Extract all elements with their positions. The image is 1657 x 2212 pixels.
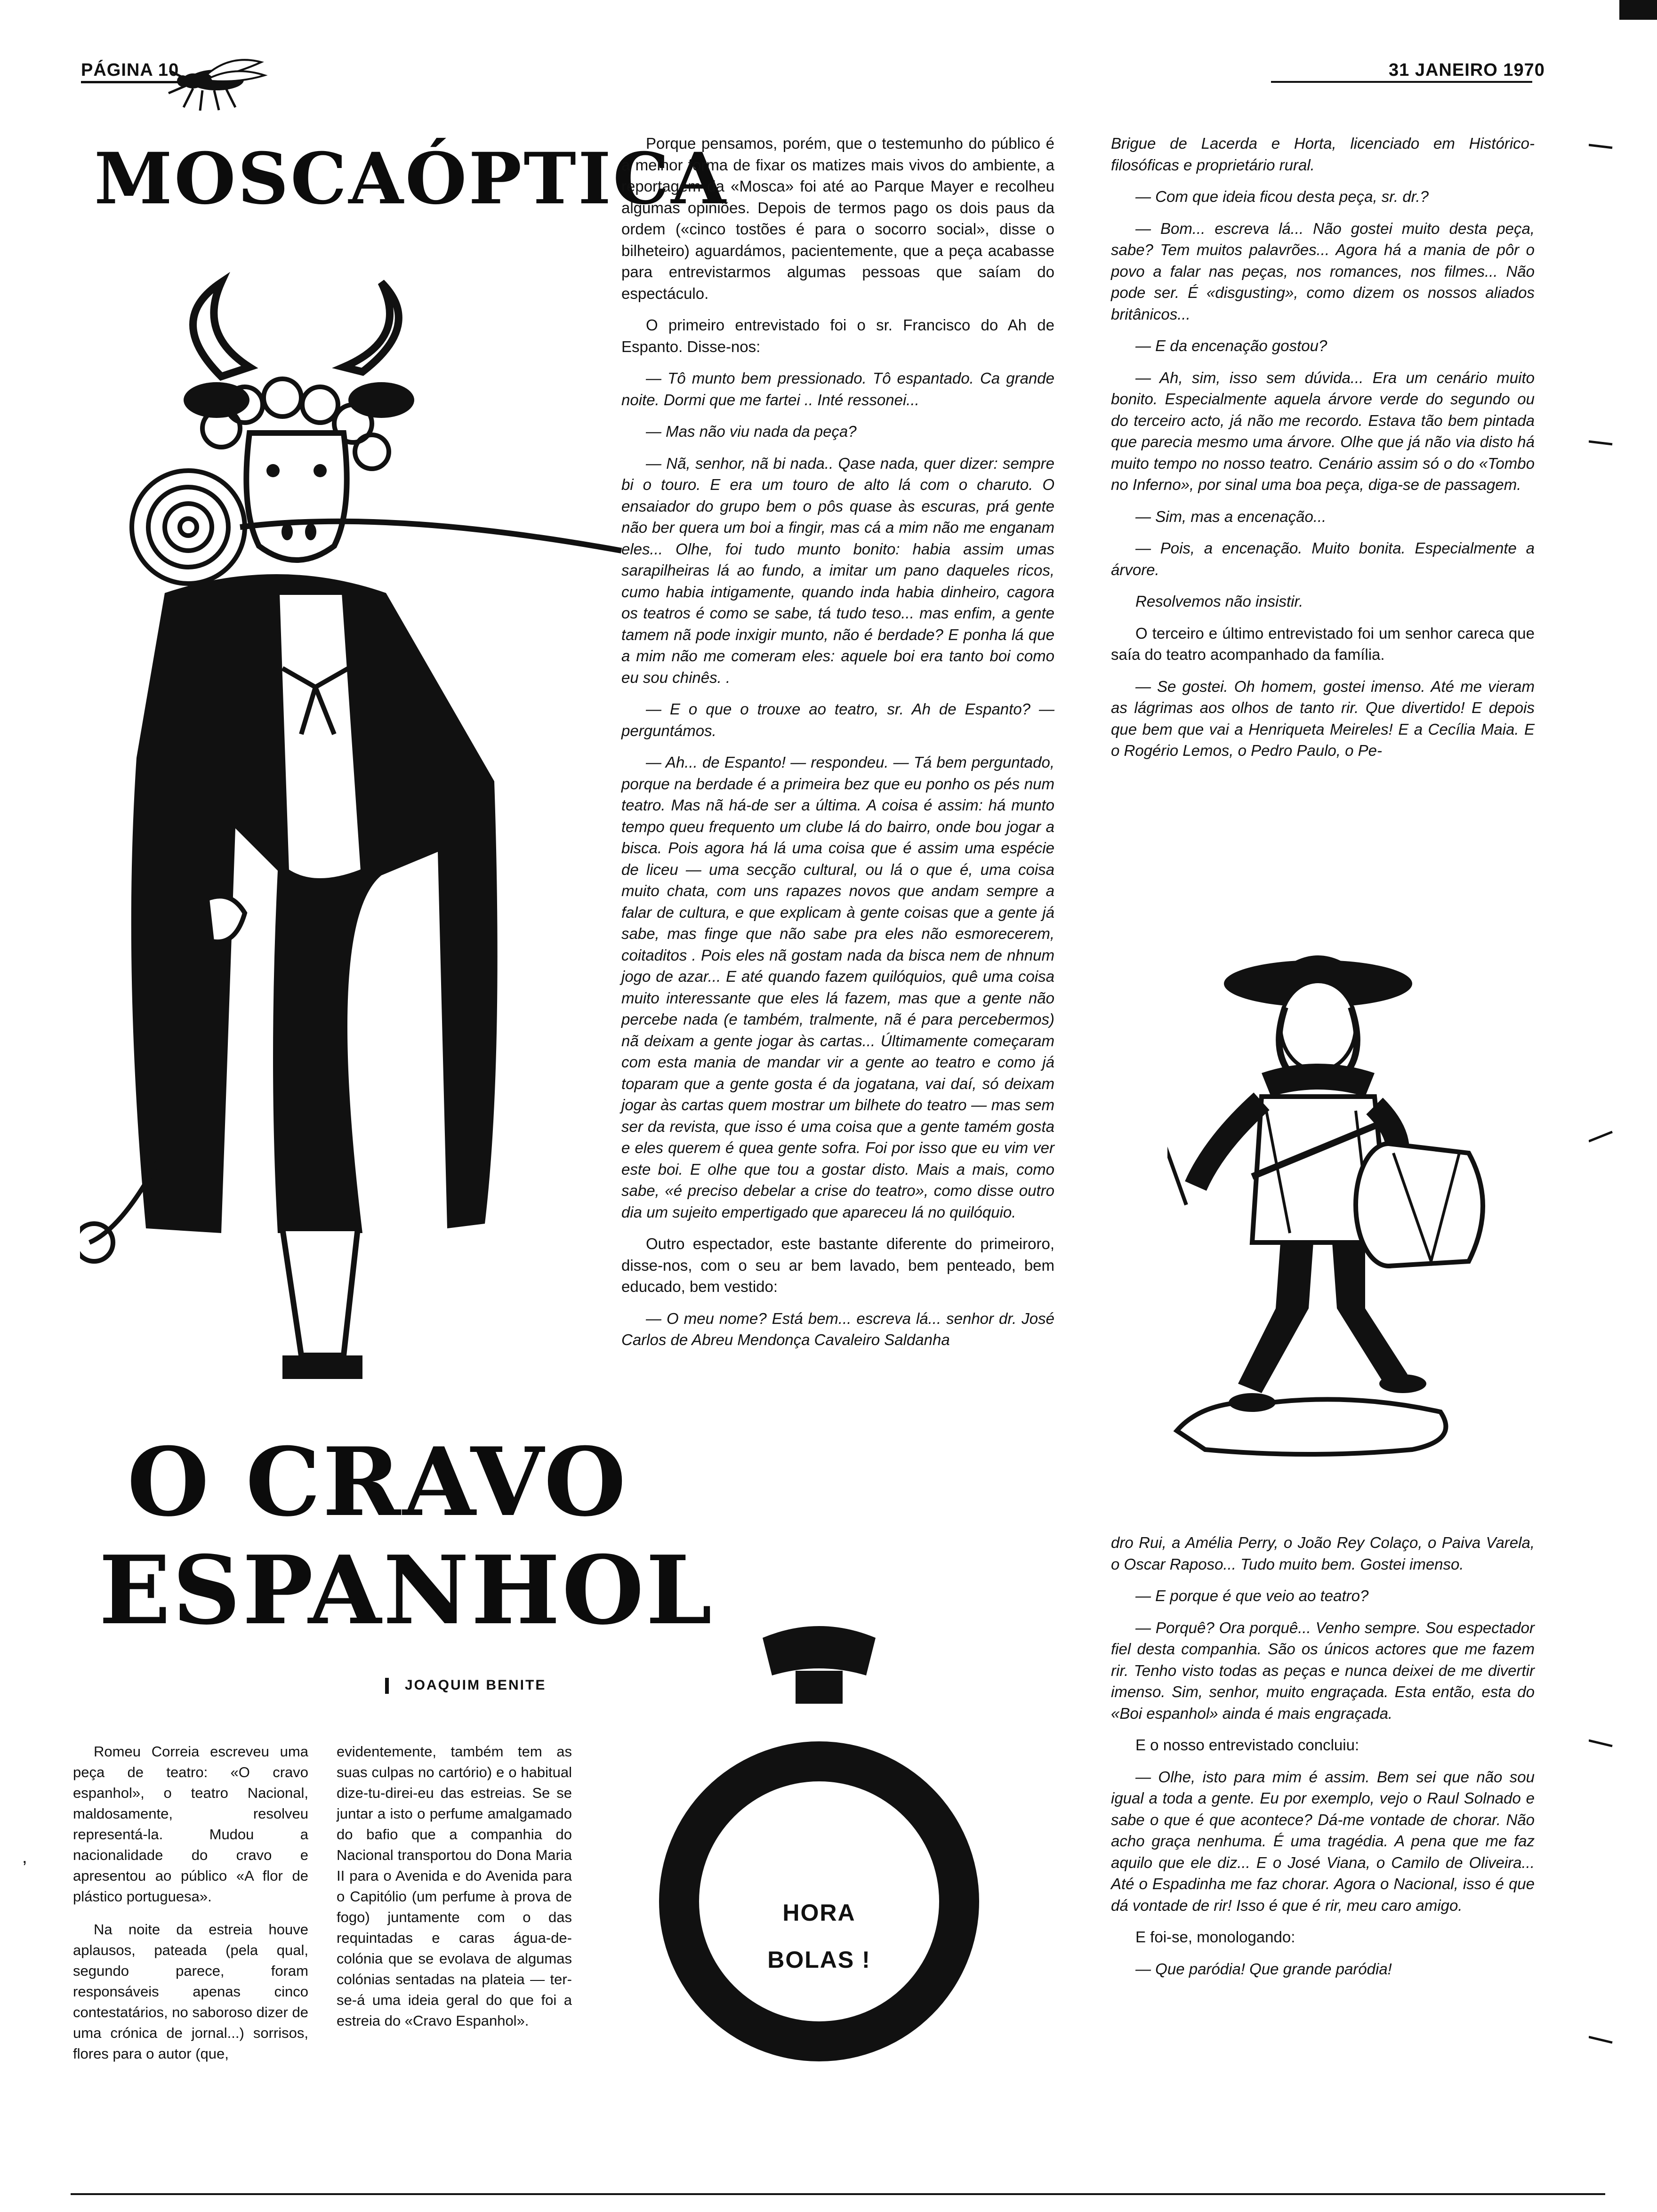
article-paragraph: Porque pensamos, porém, que o testemunho do público é a melhor forma de fixar os matizes mais vivos do ambiente, a reportagem da «Mosca» foi até ao Parque Mayer e recolheu algumas opiniões. Depois de termos pago os dois paus da ordem («cinco tostões é para o socorro social», disse o bilheteiro) aguardámos, pacientemente, que a peça acabasse para entrevistarmos algumas pessoas que saíam do espectáculo. [621, 135, 1054, 302]
interview-line: dro Rui, a Amélia Perry, o João Rey Colaço, o Paiva Varela, o Oscar Raposo... Tudo muito bem. Gostei imenso. [1111, 1534, 1535, 1573]
margin-mark [1589, 1737, 1617, 1751]
interview-line: — Bom... escreva lá... Não gostei muito desta peça, sabe? Tem muitos palavrões... Agora há a mania de pôr o povo a falar nas peças, nos romances, nos filmes... Não pode ser. É «disgusting», como dizem os nossos aliados britânicos... [1111, 219, 1535, 323]
interview-line: Resolvemos não insistir. [1135, 593, 1303, 610]
interview-line: — Mas não viu nada da peça? [646, 423, 857, 440]
interview-line: — Que paródia! Que grande paródia! [1135, 1960, 1392, 1978]
interview-line: — Porquê? Ora porquê... Venho sempre. Sou espectador fiel desta companhia. São os únicos actores que me fazem rir. Tenho visto todas as peças e nunca deixei de me divertir imenso. Sim, senhor, muito engraçada. Esta então, esta do «Boi espanhol» ainda é mais engraçada. [1111, 1619, 1535, 1722]
interview-line: — Ah, sim, isso sem dúvida... Era um cenário muito bonito. Especialmente aquela árvore verde do segundo ou do terceiro acto, já não me recordo. Estava tão bem pintada que parecia mesmo uma árvore. Olhe que já não via disto há muito tempo no nosso teatro. Cenário assim só o do «Tombo no Inferno», por sinal uma boa peça, diga-se de passagem. [1111, 369, 1535, 493]
pocket-watch-illustration [654, 1619, 984, 2090]
header-rule-left [81, 81, 236, 83]
margin-mark [1589, 2033, 1617, 2047]
interview-line: — E o que o trouxe ao teatro, sr. Ah de Espanto? — perguntámos. [621, 700, 1054, 739]
drummer-illustration [1167, 941, 1497, 1468]
margin-mark: ʼ [23, 1858, 27, 1879]
interview-line: — Nã, senhor, nã bi nada.. Qase nada, quer dizer: sempre bi o touro. E era um touro de alto lá com o charuto. O ensaiador do grupo bem o pôs quase às escuras, prá gente não ber quera um boi a fingir, mas cá a mim não me enganam eles... Olhe, foi tudo munto bonito: habia assim umas sarapilheiras lá ao fundo, a imitar um pano daqueles ricos, cumo habia intigamente, quando inda habia dinheiro, cagora os teatros é como se sabe, tá tudo teso... mas enfim, a gente tamem nã pode inxigir munto, não é berdade? E ponha lá que a mim não me comeram eles: aquele boi era tanto boi como eu sou chinês. . [621, 454, 1054, 686]
interview-line: — Se gostei. Oh homem, gostei imenso. Até me vieram as lágrimas aos olhos de tanto rir. Que divertido! E depois que bem que vai a Henriqueta Meireles! E a Cecília Maia. E o Rogério Lemos, o Pedro Paulo, o Pe- [1111, 677, 1535, 759]
article-paragraph: O primeiro entrevistado foi o sr. Francisco do Ah de Espanto. Disse-nos: [621, 316, 1054, 355]
margin-mark [1589, 438, 1617, 447]
headline-line2: ESPANHOL [99, 1535, 714, 1646]
section-title: MOSCAÓPTICA [94, 137, 728, 220]
lead-column-2 [337, 1741, 572, 2044]
headline-line1: O CRAVO [127, 1427, 628, 1538]
margin-mark [1589, 141, 1617, 151]
article-paragraph: Outro espectador, este bastante diferente do primeiroro, disse-nos, com o seu ar bem lavado, bem penteado, bem educado, bem vestido: [621, 1235, 1054, 1295]
interview-line: — O meu nome? Está bem... escreva lá... senhor dr. José Carlos de Abreu Mendonça Cavaleiro Saldanha [621, 1309, 1054, 1348]
article-paragraph: E o nosso entrevistado concluiu: [1135, 1736, 1359, 1754]
stamp-label-2: BOLAS ! [767, 1947, 871, 1973]
fly-icon [160, 52, 268, 118]
right-column-top [1111, 133, 1535, 772]
issue-date: 31 JANEIRO 1970 [1389, 60, 1545, 80]
middle-column [621, 133, 1054, 1361]
article-paragraph: E foi-se, monologando: [1135, 1928, 1295, 1946]
bull-illustration [80, 264, 645, 1384]
article-paragraph: O terceiro e último entrevistado foi um senhor careca que saía do teatro acompanhado da família. [1111, 624, 1535, 663]
byline: JOAQUIM BENITE [405, 1677, 547, 1693]
lead-column-1 [73, 1741, 308, 2076]
lead-paragraph: Romeu Correia escreveu uma peça de teatro: «O cravo espanhol», o teatro Nacional, maldosamente, resolveu representá-la. Mudou a nacionalidade do cravo e apresentou ao público «A flor de plástico portuguesa». [73, 1743, 308, 1905]
lead-paragraph: evidentemente, também tem as suas culpas no cartório) e o habitual dize-tu-direi-eu das estreias. Se se juntar a isto o perfume amalgamado do bafio que a companhia do Nacional transportou do Dona Maria II para o Avenida e do Avenida para o Capitólio (um perfume à prova de fogo) juntamente com o das requintadas e caras água-de-colónia que se evolava de algumas colónias sentadas na plateia — ter-se-á uma ideia geral do que foi a estreia do «Cravo Espanhol». [337, 1743, 572, 2029]
interview-line: — Tô munto bem pressionado. Tô espantado. Ca grande noite. Dormi que me fartei .. Inté ressonei... [621, 369, 1054, 409]
interview-line: — Pois, a encenação. Muito bonita. Especialmente a árvore. [1111, 539, 1535, 578]
header-rule-right [1271, 81, 1532, 83]
right-column-bottom [1111, 1532, 1535, 1990]
interview-line: — Sim, mas a encenação... [1135, 507, 1327, 525]
interview-line: — Olhe, isto para mim é assim. Bem sei que não sou igual a toda a gente. Eu por exemplo, vejo o Raul Solnado e sabe o que é que acontece? Dá-me vontade de chorar. Não acho graça nenhuma. É uma tragédia. A pena que me faz aquilo que ele diz... E o José Viana, o Camilo de Oliveira... Até o Espadinha me faz chorar. Agora o Nacional, isso é que dá vontade de rir! Isso é que é rir, meu caro amigo. [1111, 1768, 1535, 1914]
margin-mark [1589, 1130, 1617, 1144]
byline-bar [385, 1678, 389, 1694]
interview-line: — Com que ideia ficou desta peça, sr. dr.? [1135, 188, 1429, 205]
interview-line: — E porque é que veio ao teatro? [1135, 1587, 1369, 1604]
stamp-label-1: HORA [782, 1899, 856, 1926]
interview-line: Brigue de Lacerda e Horta, licenciado em Histórico-filosóficas e proprietário rural. [1111, 135, 1535, 174]
interview-line: — E da encenação gostou? [1135, 337, 1327, 354]
lead-paragraph: Na noite da estreia houve aplausos, pateada (pela qual, segundo parece, foram responsáveis apenas cinco contestatários, no saboroso dizer de uma crónica de jornal...) sorrisos, flores para o autor (que, [73, 1921, 308, 2062]
page-number: PÁGINA 10 [81, 60, 179, 80]
corner-mark [1619, 0, 1657, 20]
footer-rule [71, 2193, 1605, 2195]
interview-line: — Ah... de Espanto! — respondeu. — Tá bem perguntado, porque na berdade é a primeira bez que eu ponho os pés num teatro. Mas nã há-de ser a última. A coisa é assim: há munto tempo queu frequento um clube lá do bairro, onde bou jogar a bisca. Pois agora há lá uma coisa que é assim uma espécie de liceu — uma secção cultural, ou lá o que é, uma coisa muito chata, com uns rapazes novos que andam sempre a falar de cultura, e que explicam à gente coisas que a gente já sabe, mas finge que não sabe pra eles não esmorecerem, coitaditos . Pois eles nã gostam nada da bisca nem de nhnum jogo de azar... E até quando fazem quilóquios, quê uma coisa muito interessante que eles lá fazem, mas que a gente não percebe nada (e também, tralmente, nã é para percebermos) nã deixam a gente jogar às cartas... Últimamente começaram com esta mania de mandar vir a gente ao teatro e como já toparam que a gente gosta é da jogatana, vai daí, só deixam jogar às cartas quem mostrar um bilhete do teatro — mas sem ser da revista, que isso é uma coisa que a gente tamém gosta e eles querem é quea gente sofra. Foi por isso que eu vim ver este boi. E olhe que tou a gostar disto. Mais a mais, como sabe, «é preciso debelar a crise do teatro», como disse outro dia um sujeito empertigado que apareceu lá no quilóquio. [621, 753, 1054, 1221]
